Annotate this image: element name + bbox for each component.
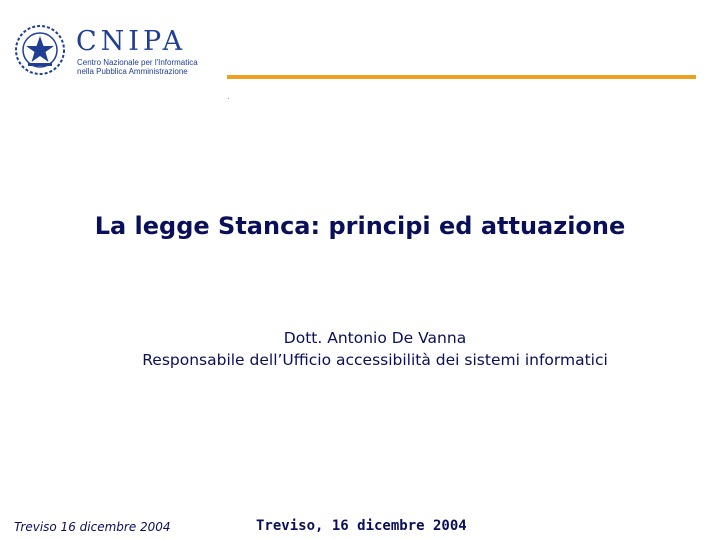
decorative-dot	[228, 98, 229, 99]
logo-subtitle-line1: Centro Nazionale per l'Informatica	[77, 58, 198, 67]
logo-subtitle	[77, 58, 198, 76]
header-divider	[227, 75, 696, 79]
italian-republic-emblem-icon	[14, 24, 66, 76]
footer-left-text: Treviso 16 dicembre 2004	[14, 520, 171, 534]
footer-center-text: Treviso, 16 dicembre 2004	[256, 518, 467, 534]
slide-title: La legge Stanca: principi ed attuazione	[94, 212, 626, 240]
logo-subtitle-line2: nella Pubblica Amministrazione	[77, 67, 188, 76]
author-role: Responsabile dell’Ufficio accessibilità dei sistemi informatici	[142, 351, 608, 369]
author-name: Dott. Antonio De Vanna	[283, 329, 467, 347]
logo-name: CNIPA	[76, 26, 187, 57]
cnipa-logo	[14, 22, 204, 78]
